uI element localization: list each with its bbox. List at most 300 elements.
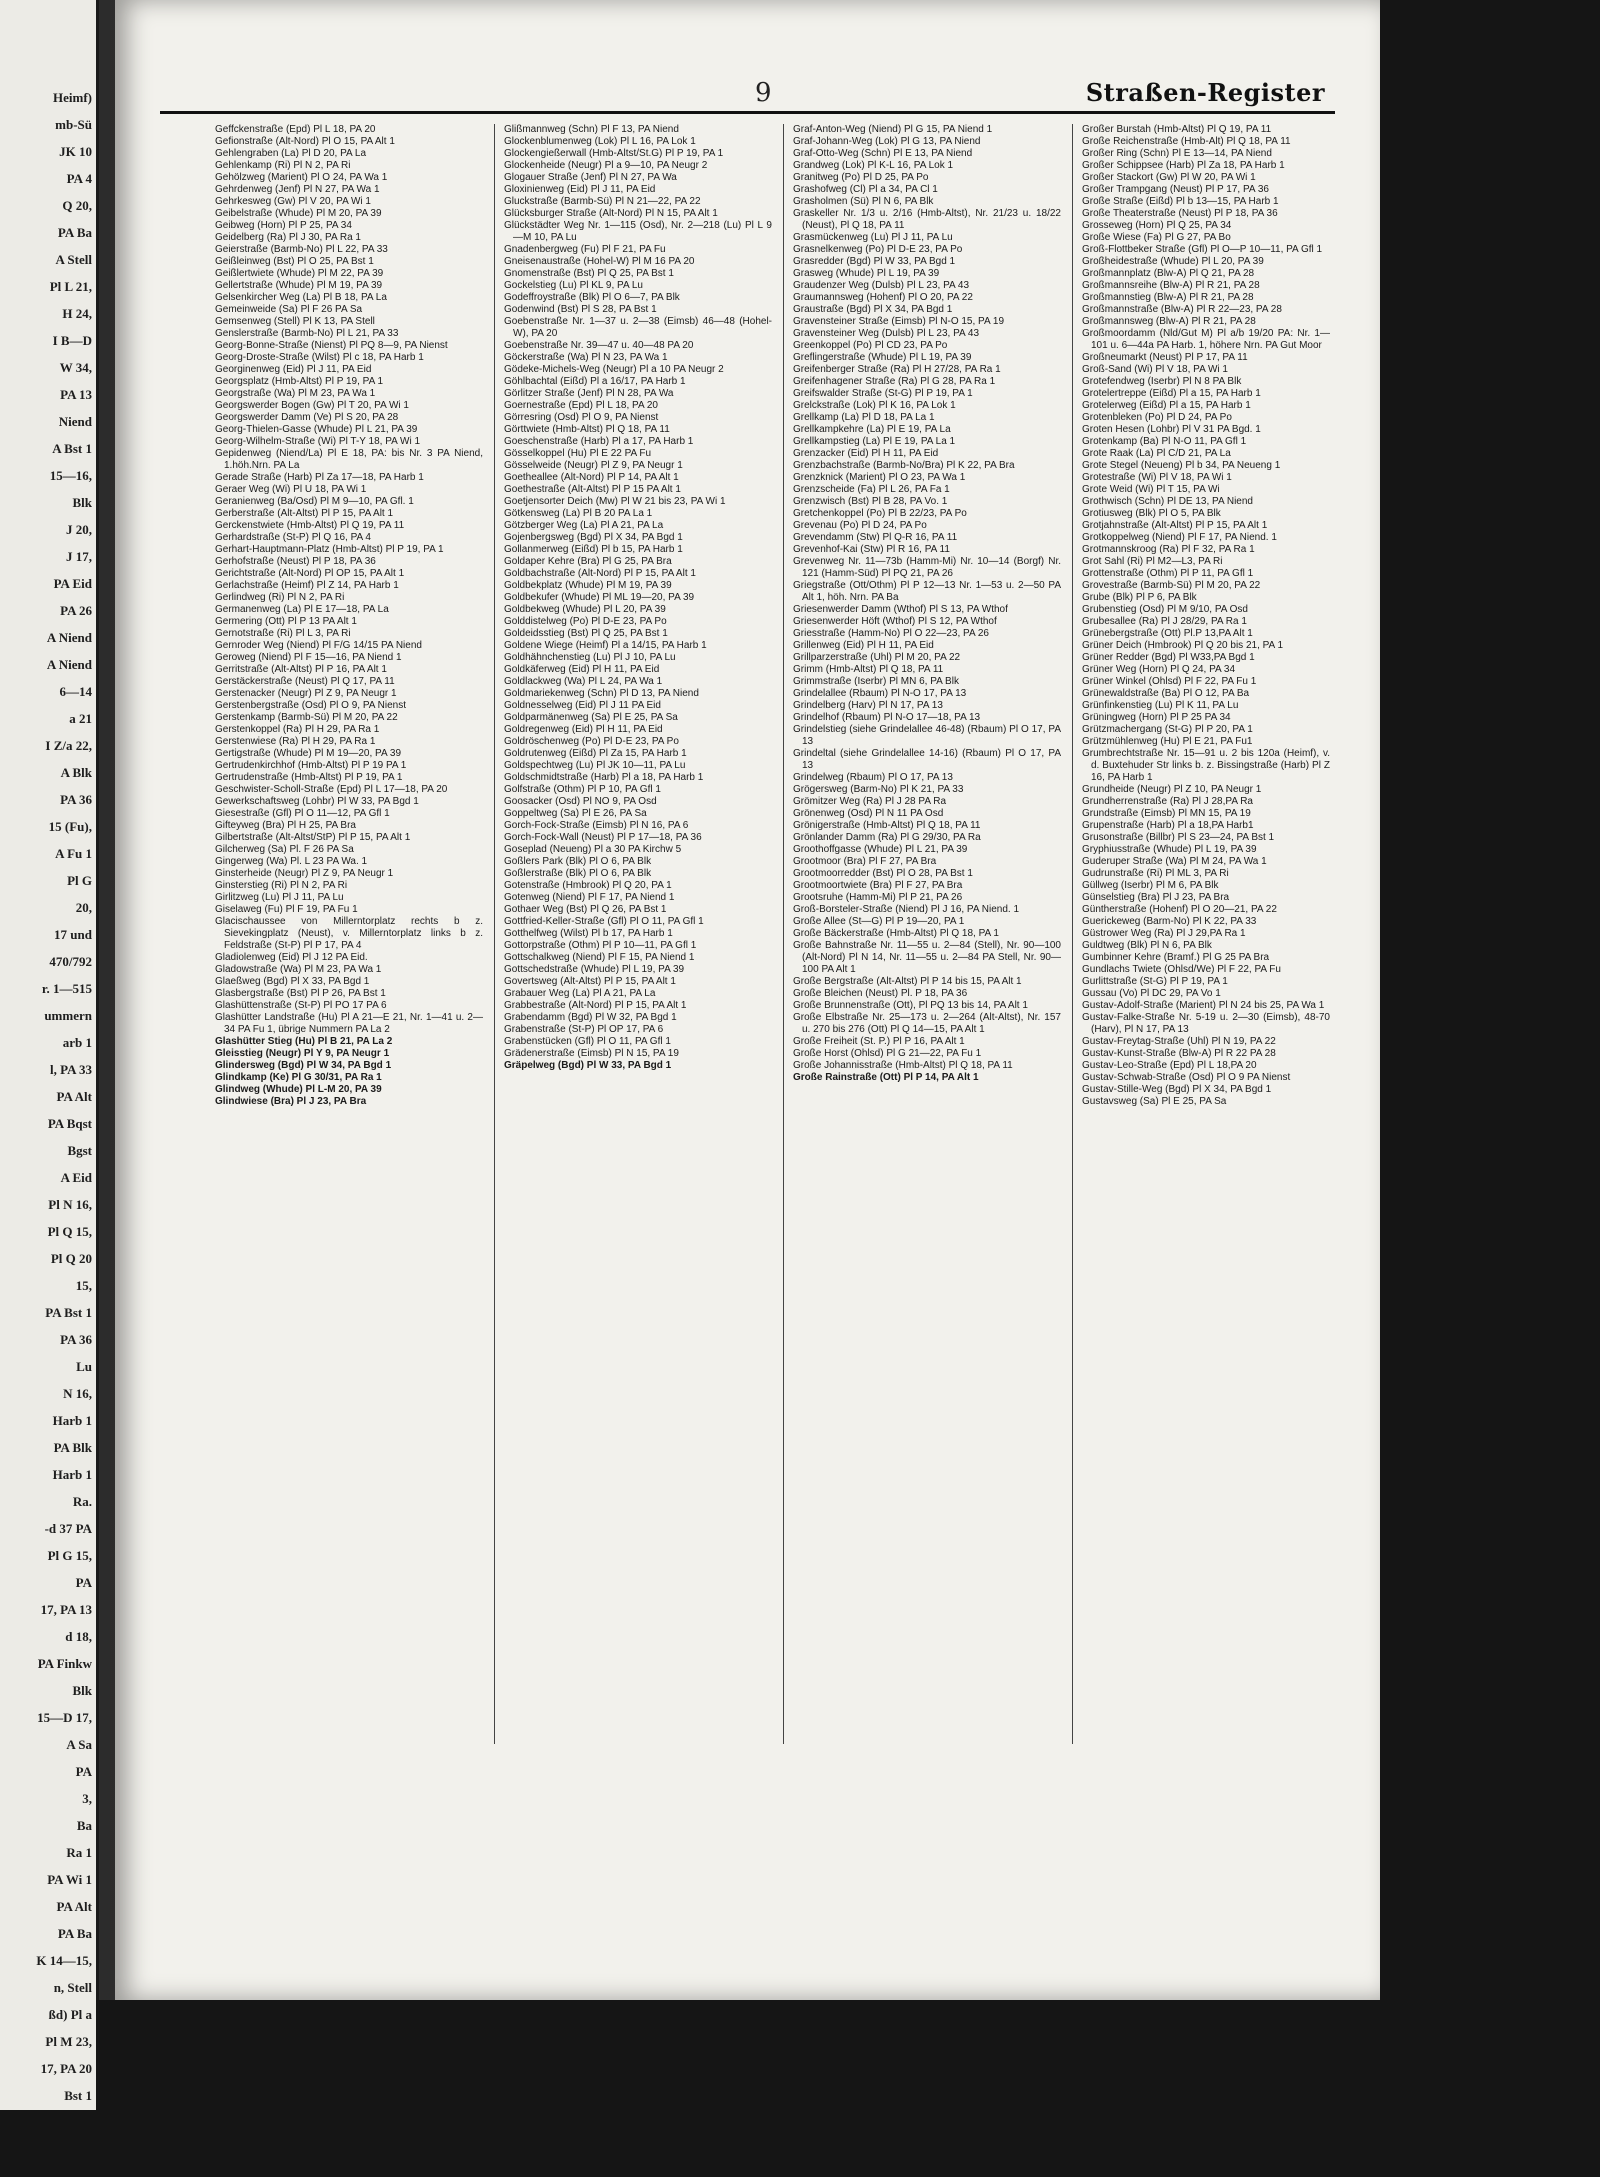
street-entry: Grüner Deich (Hmbrook) Pl Q 20 bis 21, PA 1 xyxy=(1082,640,1284,651)
previous-page-fragment: Heimf) xyxy=(53,90,92,105)
street-entry: Gerichtstraße (Alt-Nord) Pl OP 15, PA Alt 1 xyxy=(215,568,405,579)
street-entry: Griesstraße (Hamm-No) Pl O 22—23, PA 26 xyxy=(793,628,989,639)
street-entry: Großer Schippsee (Harb) Pl Za 18, PA Harb 1 xyxy=(1082,160,1285,171)
street-entry: Gravensteiner Weg (Dulsb) Pl L 23, PA 43 xyxy=(793,328,980,339)
street-entry: Glockengießerwall (Hmb-Altst/St.G) Pl P 19, PA 1 xyxy=(504,148,724,159)
previous-page-fragment: Q 20, xyxy=(62,198,92,213)
street-entry: Grottenstraße (Othm) Pl P 11, PA Gfl 1 xyxy=(1082,568,1254,579)
street-entry: Gotenstraße (Hmbrook) Pl Q 20, PA 1 xyxy=(504,880,672,891)
street-entry: Grenzscheide (Fa) Pl L 26, PA Fa 1 xyxy=(793,484,950,495)
street-entry: Grögersweg (Barm-No) Pl K 21, PA 33 xyxy=(793,784,964,795)
previous-page-fragment: 15, xyxy=(75,1278,92,1293)
street-entry: Gehlengraben (La) Pl D 20, PA La xyxy=(215,148,367,159)
previous-page-fragment: Pl G xyxy=(67,873,92,888)
previous-page-fragment: PA Alt xyxy=(56,1899,92,1914)
column-1 xyxy=(215,124,483,1744)
street-entry: Gepidenweg (Niend/La) Pl E 18, PA: bis Nr. 3 PA Niend, 1.höh.Nrn. PA La xyxy=(215,448,483,471)
street-entry: Goldbekplatz (Whude) Pl M 19, PA 39 xyxy=(504,580,672,591)
street-entry: Grützmühlenweg (Hu) Pl E 21, PA Fu1 xyxy=(1082,736,1253,747)
previous-page-fragment: PA Eid xyxy=(53,576,92,591)
street-entry: Grubenstieg (Osd) Pl M 9/10, PA Osd xyxy=(1082,604,1248,615)
street-entry: Grönenweg (Osd) Pl N 11 PA Osd xyxy=(793,808,944,819)
street-entry: Gehrkesweg (Gw) Pl V 20, PA Wi 1 xyxy=(215,196,371,207)
street-entry: Greifswalder Straße (St-G) Pl P 19, PA 1 xyxy=(793,388,973,399)
street-entry: Grotiusweg (Blk) Pl O 5, PA Blk xyxy=(1082,508,1221,519)
street-entry: Grasweg (Whude) Pl L 19, PA 39 xyxy=(793,268,940,279)
street-entry: Grotmannskroog (Ra) Pl F 32, PA Ra 1 xyxy=(1082,544,1255,555)
street-entry: Geierstraße (Barmb-No) Pl L 22, PA 33 xyxy=(215,244,388,255)
street-entry: Grindelberg (Harv) Pl N 17, PA 13 xyxy=(793,700,943,711)
previous-page-fragment: Pl Q 15, xyxy=(47,1224,92,1239)
street-entry: Gottorpstraße (Othm) Pl P 10—11, PA Gfl 1 xyxy=(504,940,697,951)
street-entry: Goldaper Kehre (Bra) Pl G 25, PA Bra xyxy=(504,556,672,567)
street-entry: Gemeinweide (Sa) Pl F 26 PA Sa xyxy=(215,304,363,315)
street-entry: Groten Hesen (Lohbr) Pl V 31 PA Bgd. 1 xyxy=(1082,424,1261,435)
previous-page-fragment: PA Bqst xyxy=(47,1116,92,1131)
street-entry: Goldnesselweg (Eid) Pl J 11 PA Eid xyxy=(504,700,661,711)
street-entry: Göckerstraße (Wa) Pl N 23, PA Wa 1 xyxy=(504,352,668,363)
street-entry: Gojenbergsweg (Bgd) Pl X 34, PA Bgd 1 xyxy=(504,532,683,543)
street-entry: Gollanmerweg (Eißd) Pl b 15, PA Harb 1 xyxy=(504,544,683,555)
street-entry: Goldkäferweg (Eid) Pl H 11, PA Eid xyxy=(504,664,660,675)
street-entry: Gotthelfweg (Wilst) Pl b 17, PA Harb 1 xyxy=(504,928,673,939)
street-entry: Grosseweg (Horn) Pl Q 25, PA 34 xyxy=(1082,220,1232,231)
street-entry: Graf-Anton-Weg (Niend) Pl G 15, PA Niend 1 xyxy=(793,124,993,135)
street-entry: Grevendamm (Stw) Pl Q-R 16, PA 11 xyxy=(793,532,958,543)
street-entry: Grabbestraße (Alt-Nord) Pl P 15, PA Alt 1 xyxy=(504,1000,687,1011)
previous-page-fragment: A Niend xyxy=(46,657,92,672)
street-entry: Greflingerstraße (Whude) Pl L 19, PA 39 xyxy=(793,352,972,363)
street-entry: Gerstenacker (Neugr) Pl Z 9, PA Neugr 1 xyxy=(215,688,397,699)
street-entry: Goldschmidtstraße (Harb) Pl a 18, PA Harb 1 xyxy=(504,772,704,783)
street-entry: Grasnelkenweg (Po) Pl D-E 23, PA Po xyxy=(793,244,963,255)
street-entry: Gertrudenkirchhof (Hmb-Altst) Pl P 19 PA 1 xyxy=(215,760,407,771)
previous-page-fragment: PA Blk xyxy=(53,1440,92,1455)
street-entry: Grumbrechtstraße Nr. 15—91 u. 2 bis 120a (Heimf), v. d. Buxtehuder Str links b. z. Bissingstraße (Harb) Pl Z 16, PA Harb 1 xyxy=(1082,748,1330,783)
street-entry: Girlitzweg (Lu) Pl J 11, PA Lu xyxy=(215,892,344,903)
previous-page-fragment: PA Ba xyxy=(57,1926,92,1941)
street-entry: Gerlindweg (Ri) Pl N 2, PA Ri xyxy=(215,592,345,603)
previous-page-fragment: d 18, xyxy=(65,1629,92,1644)
street-entry: Godenwind (Bst) Pl S 28, PA Bst 1 xyxy=(504,304,657,315)
street-entry: Götkensweg (La) Pl B 20 PA La 1 xyxy=(504,508,653,519)
street-entry: Goßlers Park (Blk) Pl O 6, PA Blk xyxy=(504,856,652,867)
street-entry: Grindelweg (Rbaum) Pl O 17, PA 13 xyxy=(793,772,953,783)
street-entry: Gladowstraße (Wa) Pl M 23, PA Wa 1 xyxy=(215,964,382,975)
street-entry: Grotenbleken (Po) Pl D 24, PA Po xyxy=(1082,412,1232,423)
previous-page-fragment: A Eid xyxy=(60,1170,92,1185)
street-entry: Glacischaussee von Millerntorplatz rechts b z. Sievekingplatz (Neust), v. Millerntorplatz links b z. Feldstraße (St-P) Pl P 17, PA 4 xyxy=(215,916,483,951)
previous-page-fragment: PA Ba xyxy=(57,225,92,240)
previous-page-fragment: 6—14 xyxy=(59,684,92,699)
previous-page-fragment: A Bst 1 xyxy=(52,441,92,456)
street-entry: Grasmückenweg (Lu) Pl J 11, PA Lu xyxy=(793,232,953,243)
street-entry: Goosacker (Osd) Pl NO 9, PA Osd xyxy=(504,796,657,807)
previous-page-fragment: PA Wi 1 xyxy=(47,1872,92,1887)
street-entry: Geraer Weg (Wi) Pl U 18, PA Wi 1 xyxy=(215,484,367,495)
street-entry: Grönlander Damm (Ra) Pl G 29/30, PA Ra xyxy=(793,832,981,843)
previous-page-fragment: PA 36 xyxy=(60,792,92,807)
street-entry: Greifenhagener Straße (Ra) Pl G 28, PA Ra 1 xyxy=(793,376,996,387)
previous-page-fragment: Blk xyxy=(72,1683,92,1698)
street-entry: Grönigerstraße (Hmb-Altst) Pl Q 18, PA 11 xyxy=(793,820,981,831)
street-entry: Graf-Johann-Weg (Lok) Pl G 13, PA Niend xyxy=(793,136,981,147)
street-entry: Grillparzerstraße (Uhl) Pl M 20, PA 22 xyxy=(793,652,961,663)
street-entry: Germering (Ott) Pl P 13 PA Alt 1 xyxy=(215,616,357,627)
street-entry: Goetjensorter Deich (Mw) Pl W 21 bis 23, PA Wi 1 xyxy=(504,496,726,507)
previous-page-fragment: Bst 1 xyxy=(64,2088,92,2103)
street-entry: Gilbertstraße (Alt-Altst/StP) Pl P 15, PA Alt 1 xyxy=(215,832,411,843)
street-entry: Gladiolenweg (Eid) Pl J 12 PA Eid. xyxy=(215,952,368,963)
previous-page-fragment: Harb 1 xyxy=(52,1413,92,1428)
street-entry: Grote Raak (La) Pl C/D 21, PA La xyxy=(1082,448,1231,459)
previous-page-fragment: Pl G 15, xyxy=(47,1548,92,1563)
column-2 xyxy=(504,124,772,1744)
street-entry: Georg-Thielen-Gasse (Whude) Pl L 21, PA 39 xyxy=(215,424,418,435)
street-entry: Gilcherweg (Sa) Pl. F 26 PA Sa xyxy=(215,844,354,855)
street-entry: Gumbinner Kehre (Bramf.) Pl G 25 PA Bra xyxy=(1082,952,1270,963)
street-entry: Großer Ring (Schn) Pl E 13—14, PA Niend xyxy=(1082,148,1272,159)
street-entry: Gustav-Adolf-Straße (Marient) Pl N 24 bis 25, PA Wa 1 xyxy=(1082,1000,1325,1011)
street-entry: Goßlerstraße (Blk) Pl O 6, PA Blk xyxy=(504,868,652,879)
street-entry: Görresring (Osd) Pl O 9, PA Nienst xyxy=(504,412,659,423)
previous-page-fragment: Harb 1 xyxy=(52,1467,92,1482)
previous-page-fragment: H 24, xyxy=(62,306,92,321)
street-entry: Gleisstieg (Neugr) Pl Y 9, PA Neugr 1 xyxy=(215,1048,390,1059)
street-entry: Graf-Otto-Weg (Schn) Pl E 13, PA Niend xyxy=(793,148,973,159)
street-entry: Guldtweg (Blk) Pl N 6, PA Blk xyxy=(1082,940,1212,951)
street-entry: Gustav-Leo-Straße (Epd) Pl L 18,PA 20 xyxy=(1082,1060,1257,1071)
street-entry: Geidelberg (Ra) Pl J 30, PA Ra 1 xyxy=(215,232,361,243)
street-entry: Georgsplatz (Hmb-Altst) Pl P 19, PA 1 xyxy=(215,376,384,387)
previous-page-fragment: J 17, xyxy=(66,549,92,564)
page-number: 9 xyxy=(755,78,772,108)
street-entry: Genslerstraße (Barmb-No) Pl L 21, PA 33 xyxy=(215,328,399,339)
street-entry: Grundheide (Neugr) Pl Z 10, PA Neugr 1 xyxy=(1082,784,1262,795)
street-entry: Grusonstraße (Billbr) Pl S 23—24, PA Bst 1 xyxy=(1082,832,1275,843)
street-entry: Greenkoppel (Po) Pl CD 23, PA Po xyxy=(793,340,948,351)
previous-page-fragment: 20, xyxy=(75,900,92,915)
street-entry: Glücksburger Straße (Alt-Nord) Pl N 15, PA Alt 1 xyxy=(504,208,718,219)
street-entry: Grootmoorredder (Bst) Pl O 28, PA Bst 1 xyxy=(793,868,973,879)
street-entry: Griegstraße (Ott/Othm) Pl P 12—13 Nr. 1—53 u. 2—50 PA Alt 1, höh. Nrn. PA Ba xyxy=(793,580,1061,603)
street-entry: Grotefendweg (Iserbr) Pl N 8 PA Blk xyxy=(1082,376,1242,387)
street-entry: Grellkampstieg (La) Pl E 19, PA La 1 xyxy=(793,436,956,447)
street-entry: Güllweg (Iserbr) Pl M 6, PA Blk xyxy=(1082,880,1219,891)
street-entry: Gifteyweg (Bra) Pl H 25, PA Bra xyxy=(215,820,356,831)
street-entry: Goldregenweg (Eid) Pl H 11, PA Eid xyxy=(504,724,663,735)
previous-page-fragment: W 34, xyxy=(59,360,92,375)
previous-page-fragment: -d 37 PA xyxy=(44,1521,92,1536)
street-entry: Geffckenstraße (Epd) Pl L 18, PA 20 xyxy=(215,124,376,135)
street-entry: Grindelstieg (siehe Grindelallee 46-48) (Rbaum) Pl O 17, PA 13 xyxy=(793,724,1061,747)
street-entry: Grundherrenstraße (Ra) Pl J 28,PA Ra xyxy=(1082,796,1253,807)
street-entry: Grashofweg (Cl) Pl a 34, PA Cl 1 xyxy=(793,184,938,195)
street-entry: Große Brunnenstraße (Ott), Pl PQ 13 bis 14, PA Alt 1 xyxy=(793,1000,1028,1011)
street-entry: Gottschedstraße (Whude) Pl L 19, PA 39 xyxy=(504,964,685,975)
street-entry: Große Johannisstraße (Hmb-Altst) Pl Q 18, PA 11 xyxy=(793,1060,1013,1071)
street-entry: Goldbachstraße (Alt-Nord) Pl P 15, PA Alt 1 xyxy=(504,568,696,579)
street-entry: Goldbekufer (Whude) Pl ML 19—20, PA 39 xyxy=(504,592,695,603)
street-entry: Grünebergstraße (Ott) Pl.P 13,PA Alt 1 xyxy=(1082,628,1253,639)
street-entry: Görttwiete (Hmb-Altst) Pl Q 18, PA 11 xyxy=(504,424,670,435)
street-entry: Gockelstieg (Lu) Pl KL 9, PA Lu xyxy=(504,280,643,291)
street-entry: Goldhähnchenstieg (Lu) Pl J 10, PA Lu xyxy=(504,652,676,663)
column-4 xyxy=(1082,124,1330,1744)
street-entry: Gretchenkoppel (Po) Pl B 22/23, PA Po xyxy=(793,508,967,519)
street-entry: Govertsweg (Alt-Altst) Pl P 15, PA Alt 1 xyxy=(504,976,676,987)
street-entry: Goeschenstraße (Harb) Pl a 17, PA Harb 1 xyxy=(504,436,694,447)
street-entry: Grootsruhe (Hamm-Mi) Pl P 21, PA 26 xyxy=(793,892,963,903)
street-entry: Grevenau (Po) Pl D 24, PA Po xyxy=(793,520,927,531)
street-entry: Gottfried-Keller-Straße (Gfl) Pl O 11, PA Gfl 1 xyxy=(504,916,704,927)
scan-border-right xyxy=(1380,0,1600,2177)
street-entry: Goldröschenweg (Po) Pl D-E 23, PA Po xyxy=(504,736,679,747)
previous-page-fragment: JK 10 xyxy=(59,144,92,159)
street-entry: Georgswerder Damm (Ve) Pl S 20, PA 28 xyxy=(215,412,399,423)
street-entry: Glashütter Landstraße (Hu) Pl A 21—E 21, Nr. 1—41 u. 2—34 PA Fu 1, übrige Nummern PA La 2 xyxy=(215,1012,483,1035)
street-entry: Gustav-Stille-Weg (Bgd) Pl X 34, PA Bgd 1 xyxy=(1082,1084,1272,1095)
street-entry: Grotelerweg (Eißd) Pl a 15, PA Harb 1 xyxy=(1082,400,1251,411)
street-entry: Georg-Wilhelm-Straße (Wi) Pl T-Y 18, PA Wi 1 xyxy=(215,436,421,447)
column-divider xyxy=(494,124,495,1744)
street-entry: Gellertstraße (Whude) Pl M 19, PA 39 xyxy=(215,280,383,291)
street-entry: Glogauer Straße (Jenf) Pl N 27, PA Wa xyxy=(504,172,677,183)
street-entry: Goernestraße (Epd) Pl L 18, PA 20 xyxy=(504,400,658,411)
street-entry: Grellkamp (La) Pl D 18, PA La 1 xyxy=(793,412,935,423)
previous-page-fragment: 15 (Fu), xyxy=(48,819,92,834)
street-entry: Gösselweide (Neugr) Pl Z 9, PA Neugr 1 xyxy=(504,460,683,471)
street-entry: Gemsenweg (Stell) Pl K 13, PA Stell xyxy=(215,316,375,327)
street-entry: Glückstädter Weg Nr. 1—115 (Osd), Nr. 2—218 (Lu) Pl L 9—M 10, PA Lu xyxy=(504,220,772,243)
street-entry: Goldlackweg (Wa) Pl L 24, PA Wa 1 xyxy=(504,676,663,687)
street-entry: Goldene Wiege (Heimf) Pl a 14/15, PA Harb 1 xyxy=(504,640,707,651)
street-entry: Gehrdenweg (Jenf) Pl N 27, PA Wa 1 xyxy=(215,184,380,195)
street-entry: Grundstraße (Eimsb) Pl MN 15, PA 19 xyxy=(1082,808,1251,819)
street-entry: Grünfinkenstieg (Lu) Pl K 11, PA Lu xyxy=(1082,700,1239,711)
previous-page-fragment: Pl M 23, xyxy=(45,2034,92,2049)
street-entry: Geranienweg (Ba/Osd) Pl M 9—10, PA Gfl. 1 xyxy=(215,496,414,507)
previous-page-fragment: Blk xyxy=(72,495,92,510)
scan-border-bottom-left xyxy=(0,2110,96,2177)
street-entry: Gorch-Fock-Straße (Eimsb) Pl N 16, PA 6 xyxy=(504,820,689,831)
street-entry: Grotenkamp (Ba) Pl N-O 11, PA Gfl 1 xyxy=(1082,436,1247,447)
street-entry: Georginenweg (Eid) Pl J 11, PA Eid xyxy=(215,364,372,375)
previous-page-fragment: Ra. xyxy=(72,1494,92,1509)
street-entry: Gudrunstraße (Ri) Pl ML 3, PA Ri xyxy=(1082,868,1229,879)
street-entry: Guerickeweg (Barm-No) Pl K 22, PA 33 xyxy=(1082,916,1257,927)
street-entry: Große Elbstraße Nr. 25—173 u. 2—264 (Alt-Altst), Nr. 157 u. 270 bis 276 (Ott) Pl Q 14—15, PA Alt 1 xyxy=(793,1012,1061,1035)
street-entry: Grüner Weg (Horn) Pl Q 24, PA 34 xyxy=(1082,664,1236,675)
street-entry: Guderuper Straße (Wa) Pl M 24, PA Wa 1 xyxy=(1082,856,1267,867)
street-entry: Geißleinweg (Bst) Pl O 25, PA Bst 1 xyxy=(215,256,374,267)
street-entry: Geroweg (Niend) Pl F 15—16, PA Niend 1 xyxy=(215,652,402,663)
street-entry: Große Reichenstraße (Hmb-Alt) Pl Q 18, PA 11 xyxy=(1082,136,1291,147)
street-entry: Groß-Flottbeker Straße (Gfl) Pl O—P 10—11, PA Gfl 1 xyxy=(1082,244,1323,255)
street-entry: Gluckstraße (Barmb-Sü) Pl N 21—22, PA 22 xyxy=(504,196,701,207)
street-entry: Gerlachstraße (Heimf) Pl Z 14, PA Harb 1 xyxy=(215,580,399,591)
street-entry: Gothaer Weg (Bst) Pl Q 26, PA Bst 1 xyxy=(504,904,667,915)
street-entry: Gustav-Schwab-Straße (Osd) Pl O 9 PA Nienst xyxy=(1082,1072,1291,1083)
previous-page-fragment: a 21 xyxy=(69,711,92,726)
street-entry: Goebenstraße Nr. 39—47 u. 40—48 PA 20 xyxy=(504,340,694,351)
street-entry: Grabendamm (Bgd) Pl W 32, PA Bgd 1 xyxy=(504,1012,677,1023)
previous-page-fragment: Ba xyxy=(76,1818,92,1833)
previous-page-fragment: Niend xyxy=(58,414,92,429)
previous-page-fragment: Pl L 21, xyxy=(49,279,92,294)
street-entry: Grömitzer Weg (Ra) Pl J 28 PA Ra xyxy=(793,796,947,807)
street-entry: Gustav-Freytag-Straße (Uhl) Pl N 19, PA 22 xyxy=(1082,1036,1276,1047)
street-entry: Günselstieg (Bra) Pl J 23, PA Bra xyxy=(1082,892,1230,903)
street-entry: Grindelhof (Rbaum) Pl N-O 17—18, PA 13 xyxy=(793,712,981,723)
street-entry: Grootmoortwiete (Bra) Pl F 27, PA Bra xyxy=(793,880,963,891)
street-entry: Grot Sahl (Ri) Pl M2—L3, PA Ri xyxy=(1082,556,1223,567)
street-entry: Gloxinienweg (Eid) Pl J 11, PA Eid xyxy=(504,184,656,195)
street-entry: Groothoffgasse (Whude) Pl L 21, PA 39 xyxy=(793,844,968,855)
previous-page-fragment: PA 36 xyxy=(60,1332,92,1347)
previous-page-fragment: arb 1 xyxy=(62,1035,92,1050)
street-entry: Grothwisch (Schn) Pl DE 13, PA Niend xyxy=(1082,496,1253,507)
street-entry: Gingerweg (Wa) Pl. L 23 PA Wa. 1 xyxy=(215,856,368,867)
street-entry: Grützmachergang (St-G) Pl P 20, PA 1 xyxy=(1082,724,1253,735)
street-entry: Große Bergstraße (Alt-Altst) Pl P 14 bis 15, PA Alt 1 xyxy=(793,976,1022,987)
street-entry: Grelckstraße (Lok) Pl K 16, PA Lok 1 xyxy=(793,400,956,411)
street-entry: Großmannplatz (Blw-A) Pl Q 21, PA 28 xyxy=(1082,268,1255,279)
previous-page-fragment: PA Bst 1 xyxy=(45,1305,92,1320)
street-entry: Grootmoor (Bra) Pl F 27, PA Bra xyxy=(793,856,937,867)
street-entry: Große Horst (Ohlsd) Pl G 21—22, PA Fu 1 xyxy=(793,1048,982,1059)
street-entry: Ginsterstieg (Ri) Pl N 2, PA Ri xyxy=(215,880,348,891)
street-entry: Golfstraße (Othm) Pl P 10, PA Gfl 1 xyxy=(504,784,661,795)
street-entry: Großheidestraße (Whude) Pl L 20, PA 39 xyxy=(1082,256,1264,267)
street-entry: Großmannstieg (Blw-A) Pl R 21, PA 28 xyxy=(1082,292,1254,303)
register-title: Straßen-Register xyxy=(1085,78,1325,107)
street-entry: Grünewaldstraße (Ba) Pl O 12, PA Ba xyxy=(1082,688,1250,699)
street-entry: Grube (Blk) Pl P 6, PA Blk xyxy=(1082,592,1197,603)
street-entry: Glindersweg (Bgd) Pl W 34, PA Bgd 1 xyxy=(215,1060,392,1071)
street-entry: Goldbekweg (Whude) Pl L 20, PA 39 xyxy=(504,604,666,615)
street-entry: Graskeller Nr. 1/3 u. 2/16 (Hmb-Altst), Nr. 21/23 u. 18/22 (Neust), Pl Q 18, PA 11 xyxy=(793,208,1061,231)
street-entry: Goppeltweg (Sa) Pl E 26, PA Sa xyxy=(504,808,647,819)
street-entry: Grabenstraße (St-P) Pl OP 17, PA 6 xyxy=(504,1024,664,1035)
previous-page-fragment: Ra 1 xyxy=(66,1845,92,1860)
street-entry: Große Freiheit (St. P.) Pl P 16, PA Alt 1 xyxy=(793,1036,965,1047)
street-entry: Gerstenbergstraße (Osd) Pl O 9, PA Nienst xyxy=(215,700,406,711)
street-entry: Glasbergstraße (Bst) Pl P 26, PA Bst 1 xyxy=(215,988,386,999)
previous-page-fragment: A Stell xyxy=(55,252,92,267)
street-entry: Gerstenwiese (Ra) Pl H 29, PA Ra 1 xyxy=(215,736,376,747)
street-entry: Gerhardstraße (St-P) Pl Q 16, PA 4 xyxy=(215,532,371,543)
street-entry: Grasholmen (Sü) Pl N 6, PA Blk xyxy=(793,196,934,207)
street-entry: Grindeltal (siehe Grindelallee 14-16) (Rbaum) Pl O 17, PA 13 xyxy=(793,748,1061,771)
previous-page-fragment: N 16, xyxy=(63,1386,92,1401)
previous-page-fragment: ßd) Pl a xyxy=(48,2007,92,2022)
register-columns xyxy=(215,124,1330,1744)
street-entry: Gertrudenstraße (Hmb-Altst) Pl P 19, PA 1 xyxy=(215,772,403,783)
street-entry: Götzberger Weg (La) Pl A 21, PA La xyxy=(504,520,664,531)
column-divider xyxy=(1072,124,1073,1744)
street-entry: Goetheallee (Alt-Nord) Pl P 14, PA Alt 1 xyxy=(504,472,679,483)
previous-page-fragment: A Fu 1 xyxy=(55,846,92,861)
previous-page-fragment: l, PA 33 xyxy=(49,1062,92,1077)
street-entry: Glashüttenstraße (St-P) Pl PO 17 PA 6 xyxy=(215,1000,387,1011)
street-entry: Griesenwerder Damm (Wthof) Pl S 13, PA Wthof xyxy=(793,604,1008,615)
street-entry: Gehlenkamp (Ri) Pl N 2, PA Ri xyxy=(215,160,351,171)
previous-page-fragment: Pl Q 20 xyxy=(50,1251,92,1266)
previous-page-fragment: A Sa xyxy=(66,1737,92,1752)
street-entry: Grädenerstraße (Eimsb) Pl N 15, PA 19 xyxy=(504,1048,679,1059)
street-entry: Goldeidsstieg (Bst) Pl Q 25, PA Bst 1 xyxy=(504,628,668,639)
street-entry: Großmannstraße (Blw-A) Pl R 22—23, PA 28 xyxy=(1082,304,1282,315)
street-entry: Gefionstraße (Alt-Nord) Pl O 15, PA Alt 1 xyxy=(215,136,395,147)
street-entry: Gorch-Fock-Wall (Neust) Pl P 17—18, PA 36 xyxy=(504,832,702,843)
previous-page-fragment: I Z/a 22, xyxy=(45,738,92,753)
street-entry: Gösselkoppel (Hu) Pl E 22 PA Fu xyxy=(504,448,652,459)
previous-page-fragment: PA Finkw xyxy=(37,1656,92,1671)
street-entry: Giselaweg (Fu) Pl F 19, PA Fu 1 xyxy=(215,904,358,915)
street-entry: Gustavsweg (Sa) Pl E 25, PA Sa xyxy=(1082,1096,1227,1107)
header-rule xyxy=(160,111,1335,114)
street-entry: Görlitzer Straße (Jenf) Pl N 28, PA Wa xyxy=(504,388,674,399)
street-entry: Gussau (Vo) Pl DC 29, PA Vo 1 xyxy=(1082,988,1221,999)
street-entry: Grüningweg (Horn) Pl P 25 PA 34 xyxy=(1082,712,1231,723)
street-entry: Grenzknick (Marient) Pl O 23, PA Wa 1 xyxy=(793,472,966,483)
previous-page-fragment: PA 4 xyxy=(66,171,92,186)
previous-page-fragment: r. 1—515 xyxy=(41,981,92,996)
street-entry: Grabauer Weg (La) Pl A 21, PA La xyxy=(504,988,656,999)
street-entry: Gerstenkamp (Barmb-Sü) Pl M 20, PA 22 xyxy=(215,712,398,723)
street-entry: Giesestraße (Gfl) Pl O 11—12, PA Gfl 1 xyxy=(215,808,390,819)
previous-page-fragment: Pl N 16, xyxy=(48,1197,92,1212)
street-entry: Goseplad (Neueng) Pl a 30 PA Kirchw 5 xyxy=(504,844,682,855)
street-entry: Graumannsweg (Hohenf) Pl O 20, PA 22 xyxy=(793,292,973,303)
street-entry: Gernotstraße (Ri) Pl L 3, PA Ri xyxy=(215,628,351,639)
street-entry: Grupenstraße (Harb) Pl a 18,PA Harb1 xyxy=(1082,820,1254,831)
street-entry: Gödeke-Michels-Weg (Neugr) Pl a 10 PA Neugr 2 xyxy=(504,364,724,375)
street-entry: Grüner Redder (Bgd) Pl W33,PA Bgd 1 xyxy=(1082,652,1255,663)
street-entry: Gräpelweg (Bgd) Pl W 33, PA Bgd 1 xyxy=(504,1060,672,1071)
previous-page-fragment: 17, PA 20 xyxy=(40,2061,92,2076)
street-entry: Grenzbachstraße (Barmb-No/Bra) Pl K 22, PA Bra xyxy=(793,460,1015,471)
street-entry: Groß-Borsteler-Straße (Niend) Pl J 16, PA Niend. 1 xyxy=(793,904,1020,915)
street-entry: Große Bäckerstraße (Hmb-Altst) Pl Q 18, PA 1 xyxy=(793,928,999,939)
street-entry: Güntherstraße (Hohenf) Pl O 20—21, PA 22 xyxy=(1082,904,1277,915)
street-entry: Geibweg (Horn) Pl P 25, PA 34 xyxy=(215,220,352,231)
street-entry: Große Bahnstraße Nr. 11—55 u. 2—84 (Stell), Nr. 90—100 (Alt-Nord) Pl N 14, Nr. 11—55 u. 2—84 PA Stell, Nr. 90—100 PA Alt 1 xyxy=(793,940,1061,975)
street-entry: Grimmstraße (Iserbr) Pl MN 6, PA Blk xyxy=(793,676,959,687)
previous-page-fragment: Lu xyxy=(76,1359,92,1374)
street-entry: Gerhart-Hauptmann-Platz (Hmb-Altst) Pl P 19, PA 1 xyxy=(215,544,444,555)
street-entry: Gundlachs Twiete (Ohlsd/We) Pl F 22, PA Fu xyxy=(1082,964,1281,975)
street-entry: Güstrower Weg (Ra) Pl J 29,PA Ra 1 xyxy=(1082,928,1246,939)
street-entry: Goldrutenweg (Eißd) Pl Za 15, PA Harb 1 xyxy=(504,748,687,759)
street-entry: Grillenweg (Eid) Pl H 11, PA Eid xyxy=(793,640,934,651)
street-entry: Germanenweg (La) Pl E 17—18, PA La xyxy=(215,604,389,615)
previous-page-fragment: I B—D xyxy=(52,333,92,348)
street-entry: Goldparmänenweg (Sa) Pl E 25, PA Sa xyxy=(504,712,678,723)
previous-page-fragment: 15—D 17, xyxy=(37,1710,92,1725)
street-entry: Georgstraße (Wa) Pl M 23, PA Wa 1 xyxy=(215,388,376,399)
previous-page-fragment: Bgst xyxy=(67,1143,92,1158)
previous-page-fragment: 17, PA 13 xyxy=(40,1602,92,1617)
street-entry: Glashütter Stieg (Hu) Pl B 21, PA La 2 xyxy=(215,1036,393,1047)
previous-page-fragment: PA Alt xyxy=(56,1089,92,1104)
street-entry: Gerade Straße (Harb) Pl Za 17—18, PA Harb 1 xyxy=(215,472,424,483)
street-entry: Geißlertwiete (Whude) Pl M 22, PA 39 xyxy=(215,268,384,279)
street-entry: Gurlittstraße (St-G) Pl P 19, PA 1 xyxy=(1082,976,1228,987)
street-entry: Gryphiusstraße (Whude) Pl L 19, PA 39 xyxy=(1082,844,1257,855)
street-entry: Großmannsweg (Blw-A) Pl R 21, PA 28 xyxy=(1082,316,1256,327)
